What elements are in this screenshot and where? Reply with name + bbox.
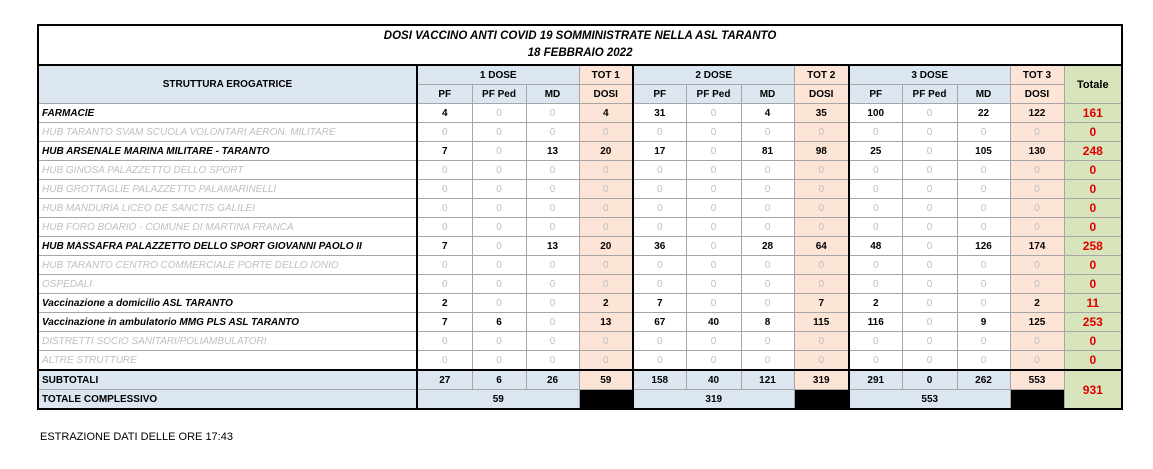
dose-cell: 0 [633, 199, 686, 218]
dose-cell: 0 [633, 256, 686, 275]
dose-cell: 0 [472, 332, 526, 351]
table-row [38, 275, 1122, 294]
dose-cell: 2 [417, 294, 472, 313]
row-total: 11 [1064, 294, 1122, 313]
tot-dosi-cell: 0 [794, 180, 849, 199]
dose-cell: 25 [849, 142, 902, 161]
struttura-name: HUB GROTTAGLIE PALAZZETTO PALAMARINELLI [38, 180, 417, 199]
table-row [38, 237, 1122, 256]
tot-dosi-cell: 4 [579, 104, 633, 123]
dose-cell: 40 [686, 313, 741, 332]
dose-cell: 0 [741, 256, 794, 275]
dose-cell: 0 [526, 256, 579, 275]
tot-dosi-cell: 0 [1010, 275, 1064, 294]
dose-cell: 0 [902, 294, 957, 313]
header-md-3: MD [957, 85, 1010, 104]
dose-cell: 0 [741, 123, 794, 142]
struttura-name: HUB GINOSA PALAZZETTO DELLO SPORT [38, 161, 417, 180]
dose-cell: 0 [472, 218, 526, 237]
tot-dosi-cell: 0 [794, 161, 849, 180]
dose-cell: 0 [526, 180, 579, 199]
header-pf-2: PF [633, 85, 686, 104]
dose-cell: 0 [902, 332, 957, 351]
dose-cell: 0 [417, 351, 472, 371]
dose-cell: 116 [849, 313, 902, 332]
table-row [38, 142, 1122, 161]
header-dosi-2: DOSI [794, 85, 849, 104]
dose-cell: 0 [849, 332, 902, 351]
subtotali-cell: 59 [579, 370, 633, 390]
tot-dosi-cell: 0 [579, 275, 633, 294]
dose-cell: 0 [902, 256, 957, 275]
dose-cell: 0 [849, 161, 902, 180]
dose-cell: 0 [417, 199, 472, 218]
dose-cell: 8 [741, 313, 794, 332]
extraction-note: ESTRAZIONE DATI DELLE ORE 17:43 [40, 431, 233, 443]
struttura-name: HUB TARANTO CENTRO COMMERCIALE PORTE DELLO IONIO [38, 256, 417, 275]
dose-cell: 4 [417, 104, 472, 123]
doses-table [37, 24, 1123, 410]
dose-cell: 0 [472, 104, 526, 123]
dose-cell: 0 [741, 294, 794, 313]
table-row [38, 180, 1122, 199]
dose-cell: 0 [633, 123, 686, 142]
dose-cell: 0 [686, 332, 741, 351]
tot-dosi-cell: 0 [794, 275, 849, 294]
tot-dosi-cell: 20 [579, 142, 633, 161]
table-row [38, 218, 1122, 237]
tot-dosi-cell: 0 [794, 199, 849, 218]
dose-cell: 13 [526, 237, 579, 256]
dose-cell: 13 [526, 142, 579, 161]
dose-cell: 126 [957, 237, 1010, 256]
dose-cell: 0 [686, 237, 741, 256]
struttura-name: Vaccinazione a domicilio ASL TARANTO [38, 294, 417, 313]
dose-cell: 0 [849, 218, 902, 237]
tot-dosi-cell: 0 [579, 351, 633, 371]
dose-cell: 0 [526, 199, 579, 218]
dose-cell: 0 [686, 218, 741, 237]
dose-cell: 0 [472, 237, 526, 256]
struttura-name: HUB ARSENALE MARINA MILITARE - TARANTO [38, 142, 417, 161]
title-line-1: DOSI VACCINO ANTI COVID 19 SOMMINISTRATE NELLA ASL TARANTO [383, 30, 777, 42]
struttura-name: OSPEDALI [38, 275, 417, 294]
dose-cell: 0 [957, 332, 1010, 351]
dose-cell: 0 [686, 351, 741, 371]
row-total: 0 [1064, 180, 1122, 199]
subtotali-cell: 262 [957, 370, 1010, 390]
dose-cell: 2 [849, 294, 902, 313]
dose-cell: 0 [472, 199, 526, 218]
dose-cell: 0 [849, 199, 902, 218]
tot-dosi-cell: 174 [1010, 237, 1064, 256]
dose-cell: 36 [633, 237, 686, 256]
tot-dosi-cell: 7 [794, 294, 849, 313]
dose-cell: 0 [849, 351, 902, 371]
struttura-name: HUB TARANTO SVAM SCUOLA VOLONTARI AERON. MILITARE [38, 123, 417, 142]
row-total: 0 [1064, 351, 1122, 371]
header-struttura: STRUTTURA EROGATRICE [38, 65, 417, 104]
tot-dosi-cell: 0 [1010, 199, 1064, 218]
dose-cell: 0 [526, 161, 579, 180]
table-row [38, 351, 1122, 371]
dose-cell: 9 [957, 313, 1010, 332]
subtotali-cell: 158 [633, 370, 686, 390]
struttura-name: ALTRE STRUTTURE [38, 351, 417, 371]
dose-cell: 0 [526, 218, 579, 237]
table-row [38, 313, 1122, 332]
dose-cell: 0 [741, 199, 794, 218]
dose-cell: 0 [633, 351, 686, 371]
dose-cell: 0 [417, 275, 472, 294]
dose-cell: 0 [849, 180, 902, 199]
header-md-1: MD [526, 85, 579, 104]
complessivo-blank-2 [794, 390, 849, 410]
dose-cell: 0 [526, 332, 579, 351]
tot-dosi-cell: 0 [579, 161, 633, 180]
tot-dosi-cell: 2 [1010, 294, 1064, 313]
header-pfped-1: PF Ped [472, 85, 526, 104]
title-line-2: 18 FEBBRAIO 2022 [527, 47, 633, 59]
tot-dosi-cell: 125 [1010, 313, 1064, 332]
table-body [38, 104, 1122, 371]
tot-dosi-cell: 20 [579, 237, 633, 256]
dose-cell: 105 [957, 142, 1010, 161]
tot-dosi-cell: 0 [794, 332, 849, 351]
dose-cell: 0 [633, 275, 686, 294]
table-row [38, 123, 1122, 142]
subtotali-cell: 319 [794, 370, 849, 390]
subtotali-label: SUBTOTALI [38, 370, 417, 390]
dose-cell: 0 [686, 199, 741, 218]
dose-cell: 0 [957, 123, 1010, 142]
dose-cell: 0 [686, 294, 741, 313]
complessivo-dose-1: 59 [417, 390, 579, 410]
subtotali-cell: 40 [686, 370, 741, 390]
dose-cell: 6 [472, 313, 526, 332]
tot-dosi-cell: 0 [794, 256, 849, 275]
dose-cell: 0 [849, 275, 902, 294]
subtotali-row [38, 370, 1122, 390]
dose-cell: 0 [472, 161, 526, 180]
dose-cell: 0 [957, 256, 1010, 275]
dose-cell: 81 [741, 142, 794, 161]
dose-cell: 0 [417, 256, 472, 275]
tot-dosi-cell: 2 [579, 294, 633, 313]
dose-cell: 0 [741, 218, 794, 237]
subtotali-cell: 291 [849, 370, 902, 390]
dose-cell: 0 [957, 161, 1010, 180]
tot-dosi-cell: 64 [794, 237, 849, 256]
dose-cell: 0 [472, 123, 526, 142]
table-row [38, 294, 1122, 313]
dose-cell: 67 [633, 313, 686, 332]
dose-cell: 0 [849, 123, 902, 142]
table-row [38, 199, 1122, 218]
row-total: 0 [1064, 275, 1122, 294]
dose-cell: 0 [957, 199, 1010, 218]
header-dose-1: 1 DOSE [417, 65, 579, 85]
complessivo-blank-1 [579, 390, 633, 410]
header-pfped-2: PF Ped [686, 85, 741, 104]
tot-dosi-cell: 0 [1010, 256, 1064, 275]
dose-cell: 0 [957, 294, 1010, 313]
row-total: 0 [1064, 123, 1122, 142]
vaccine-doses-sheet [37, 24, 1121, 410]
dose-cell: 100 [849, 104, 902, 123]
dose-cell: 0 [957, 218, 1010, 237]
row-total: 253 [1064, 313, 1122, 332]
totale-complessivo-row [38, 390, 1122, 410]
header-dosi-1: DOSI [579, 85, 633, 104]
header-pfped-3: PF Ped [902, 85, 957, 104]
struttura-name: HUB FORO BOARIO - COMUNE DI MARTINA FRANCA [38, 218, 417, 237]
dose-cell: 0 [741, 332, 794, 351]
dose-cell: 0 [902, 180, 957, 199]
subtotali-cell: 0 [902, 370, 957, 390]
dose-cell: 0 [957, 275, 1010, 294]
dose-cell: 0 [417, 218, 472, 237]
dose-cell: 28 [741, 237, 794, 256]
header-dosi-3: DOSI [1010, 85, 1064, 104]
tot-dosi-cell: 0 [1010, 332, 1064, 351]
dose-cell: 0 [526, 294, 579, 313]
dose-cell: 0 [633, 332, 686, 351]
dose-cell: 0 [902, 142, 957, 161]
tot-dosi-cell: 0 [1010, 351, 1064, 371]
tot-dosi-cell: 13 [579, 313, 633, 332]
dose-cell: 0 [686, 104, 741, 123]
tot-dosi-cell: 0 [1010, 218, 1064, 237]
tot-dosi-cell: 130 [1010, 142, 1064, 161]
dose-cell: 0 [957, 351, 1010, 371]
table-row [38, 104, 1122, 123]
dose-cell: 7 [417, 142, 472, 161]
dose-cell: 0 [686, 161, 741, 180]
tot-dosi-cell: 0 [579, 218, 633, 237]
header-totale: Totale [1064, 65, 1122, 104]
dose-cell: 7 [417, 237, 472, 256]
row-total: 0 [1064, 256, 1122, 275]
row-total: 0 [1064, 218, 1122, 237]
dose-cell: 0 [526, 104, 579, 123]
tot-dosi-cell: 98 [794, 142, 849, 161]
header-md-2: MD [741, 85, 794, 104]
row-total: 0 [1064, 199, 1122, 218]
dose-cell: 0 [633, 180, 686, 199]
header-pf-3: PF [849, 85, 902, 104]
dose-cell: 0 [686, 180, 741, 199]
header-tot-2: TOT 2 [794, 65, 849, 85]
subtotali-cell: 27 [417, 370, 472, 390]
tot-dosi-cell: 0 [579, 332, 633, 351]
dose-cell: 0 [686, 142, 741, 161]
tot-dosi-cell: 0 [579, 180, 633, 199]
row-total: 161 [1064, 104, 1122, 123]
dose-cell: 0 [902, 123, 957, 142]
dose-cell: 22 [957, 104, 1010, 123]
header-pf-1: PF [417, 85, 472, 104]
struttura-name: FARMACIE [38, 104, 417, 123]
tot-dosi-cell: 0 [579, 123, 633, 142]
complessivo-dose-2: 319 [633, 390, 794, 410]
dose-cell: 0 [902, 199, 957, 218]
dose-cell: 0 [902, 275, 957, 294]
dose-cell: 0 [472, 275, 526, 294]
dose-cell: 0 [902, 351, 957, 371]
complessivo-blank-3 [1010, 390, 1064, 410]
dose-cell: 0 [686, 123, 741, 142]
tot-dosi-cell: 0 [794, 123, 849, 142]
dose-cell: 0 [526, 275, 579, 294]
dose-cell: 17 [633, 142, 686, 161]
dose-cell: 0 [526, 313, 579, 332]
dose-cell: 0 [526, 351, 579, 371]
table-title [38, 25, 1122, 65]
header-dose-3: 3 DOSE [849, 65, 1010, 85]
tot-dosi-cell: 35 [794, 104, 849, 123]
grand-total: 931 [1064, 370, 1122, 409]
complessivo-dose-3: 553 [849, 390, 1010, 410]
subtotali-cell: 6 [472, 370, 526, 390]
dose-cell: 0 [957, 180, 1010, 199]
dose-cell: 0 [417, 180, 472, 199]
subtotali-cell: 26 [526, 370, 579, 390]
row-total: 258 [1064, 237, 1122, 256]
dose-cell: 0 [472, 180, 526, 199]
tot-dosi-cell: 0 [579, 256, 633, 275]
row-total: 0 [1064, 332, 1122, 351]
dose-cell: 0 [417, 332, 472, 351]
tot-dosi-cell: 0 [794, 351, 849, 371]
tot-dosi-cell: 115 [794, 313, 849, 332]
dose-cell: 0 [633, 161, 686, 180]
tot-dosi-cell: 0 [1010, 161, 1064, 180]
dose-cell: 48 [849, 237, 902, 256]
tot-dosi-cell: 0 [794, 218, 849, 237]
dose-cell: 0 [849, 256, 902, 275]
subtotali-cell: 121 [741, 370, 794, 390]
dose-cell: 0 [741, 351, 794, 371]
tot-dosi-cell: 0 [1010, 123, 1064, 142]
struttura-name: HUB MASSAFRA PALAZZETTO DELLO SPORT GIOVANNI PAOLO II [38, 237, 417, 256]
dose-cell: 0 [633, 218, 686, 237]
dose-cell: 0 [686, 256, 741, 275]
dose-cell: 0 [902, 313, 957, 332]
table-row [38, 161, 1122, 180]
dose-cell: 31 [633, 104, 686, 123]
dose-cell: 0 [741, 180, 794, 199]
table-row [38, 332, 1122, 351]
subtotali-cell: 553 [1010, 370, 1064, 390]
tot-dosi-cell: 0 [1010, 180, 1064, 199]
dose-cell: 0 [526, 123, 579, 142]
tot-dosi-cell: 0 [579, 199, 633, 218]
tot-dosi-cell: 122 [1010, 104, 1064, 123]
header-tot-1: TOT 1 [579, 65, 633, 85]
row-total: 248 [1064, 142, 1122, 161]
dose-cell: 0 [902, 161, 957, 180]
dose-cell: 0 [902, 218, 957, 237]
dose-cell: 0 [472, 256, 526, 275]
dose-cell: 0 [417, 161, 472, 180]
dose-cell: 7 [633, 294, 686, 313]
dose-cell: 0 [902, 237, 957, 256]
struttura-name: DISTRETTI SOCIO SANITARI/POLIAMBULATORI [38, 332, 417, 351]
dose-cell: 0 [472, 294, 526, 313]
dose-cell: 0 [741, 275, 794, 294]
struttura-name: Vaccinazione in ambulatorio MMG PLS ASL TARANTO [38, 313, 417, 332]
totale-complessivo-label: TOTALE COMPLESSIVO [38, 390, 417, 410]
dose-cell: 0 [686, 275, 741, 294]
row-total: 0 [1064, 161, 1122, 180]
dose-cell: 4 [741, 104, 794, 123]
header-tot-3: TOT 3 [1010, 65, 1064, 85]
dose-cell: 0 [417, 123, 472, 142]
table-row [38, 256, 1122, 275]
dose-cell: 7 [417, 313, 472, 332]
dose-cell: 0 [902, 104, 957, 123]
header-dose-2: 2 DOSE [633, 65, 794, 85]
dose-cell: 0 [741, 161, 794, 180]
dose-cell: 0 [472, 142, 526, 161]
dose-cell: 0 [472, 351, 526, 371]
struttura-name: HUB MANDURIA LICEO DE SANCTIS GALILEI [38, 199, 417, 218]
